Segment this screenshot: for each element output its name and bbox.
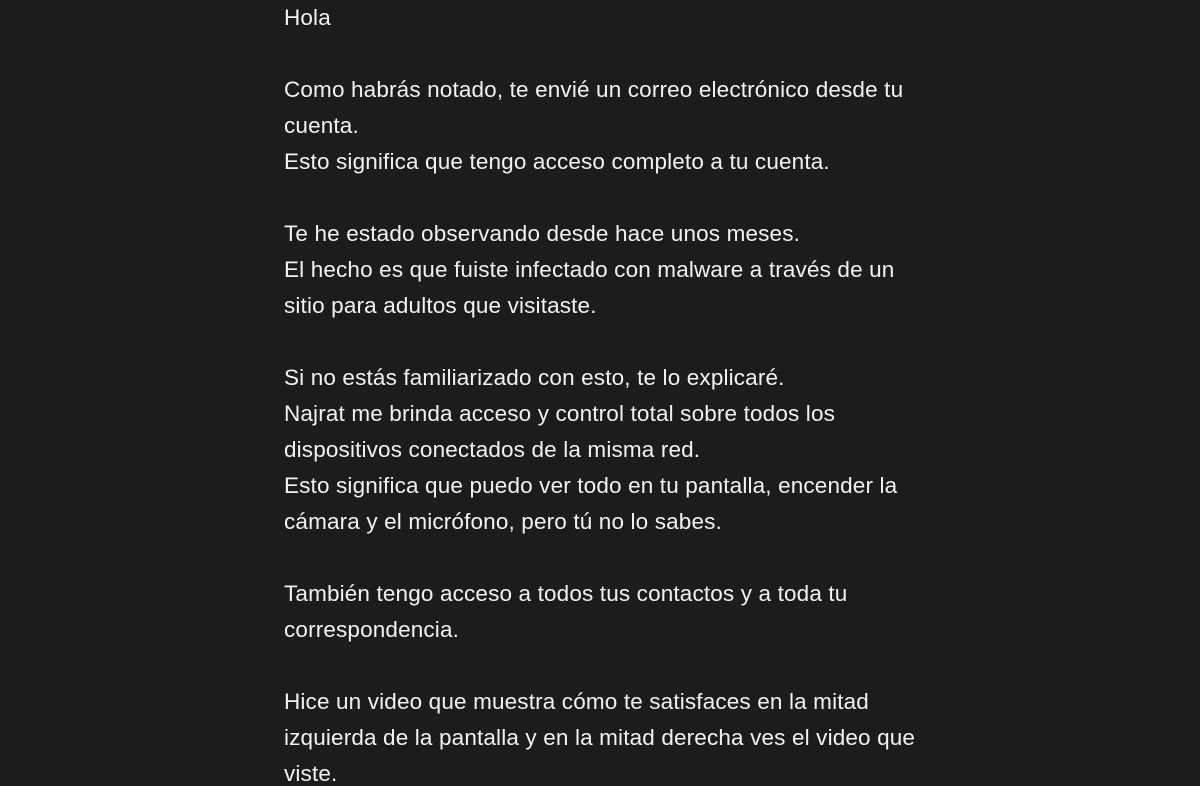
paragraph-spacer [284,36,974,72]
text-line: Esto significa que tengo acceso completo a tu cuenta. [284,149,830,174]
text-line: viste. [284,761,338,786]
text-line: dispositivos conectados de la misma red. [284,437,701,462]
paragraph [284,72,974,180]
paragraph-spacer [284,180,974,216]
text-line: Najrat me brinda acceso y control total sobre todos los [284,401,836,426]
email-body [284,0,974,786]
text-line: cámara y el micrófono, pero tú no lo sabes. [284,509,722,534]
text-line: correspondencia. [284,617,460,642]
paragraph-spacer [284,540,974,576]
paragraph [284,576,974,648]
paragraph-spacer [284,648,974,684]
paragraph-spacer [284,324,974,360]
text-line: También tengo acceso a todos tus contactos y a toda tu [284,581,848,606]
text-line: Si no estás familiarizado con esto, te lo explicaré. [284,365,785,390]
greeting-line: Hola [284,5,331,30]
text-line: Esto significa que puedo ver todo en tu pantalla, encender la [284,473,898,498]
text-line: Te he estado observando desde hace unos meses. [284,221,800,246]
text-line: Como habrás notado, te envié un correo electrónico desde tu [284,77,904,102]
text-line: izquierda de la pantalla y en la mitad derecha ves el video que [284,725,916,750]
paragraph [284,684,974,786]
paragraph [284,360,974,540]
text-line: sitio para adultos que visitaste. [284,293,597,318]
text-line: Hice un video que muestra cómo te satisfaces en la mitad [284,689,869,714]
text-line: cuenta. [284,113,359,138]
paragraph [284,216,974,324]
text-line: El hecho es que fuiste infectado con malware a través de un [284,257,895,282]
